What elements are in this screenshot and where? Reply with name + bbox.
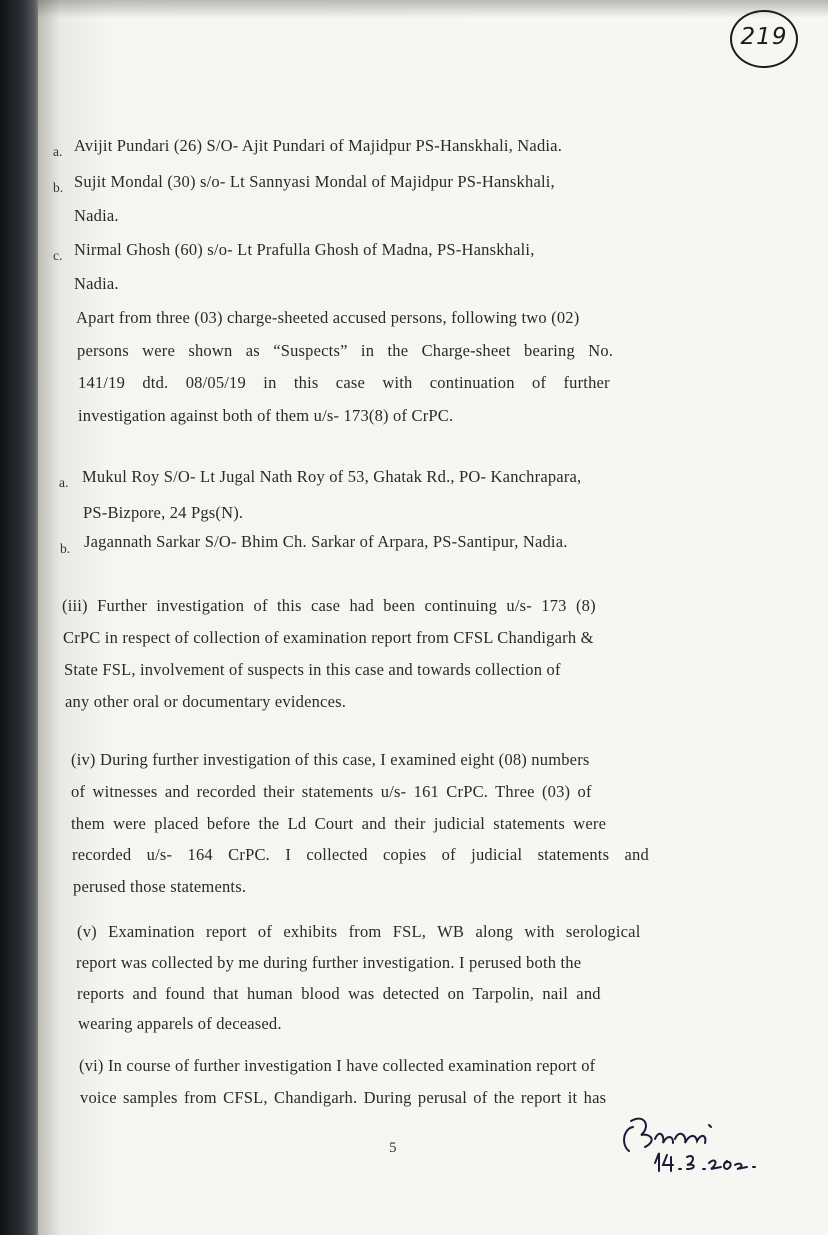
book-binding bbox=[0, 0, 40, 1235]
page-number: 5 bbox=[389, 1140, 397, 1156]
accused-b-line1: Sujit Mondal (30) s/o- Lt Sannyasi Mondal of Majidpur PS-Hanskhali, bbox=[74, 172, 555, 191]
para-iv-line-2: of witnesses and recorded their statements u/s- 161 CrPC. Three (03) of bbox=[71, 782, 592, 801]
suspect-a-line1: Mukul Roy S/O- Lt Jugal Nath Roy of 53, Ghatak Rd., PO- Kanchrapara, bbox=[82, 467, 582, 486]
accused-b-line2: Nadia. bbox=[74, 206, 119, 225]
para-iv-line-1: (iv) During further investigation of this case, I examined eight (08) numbers bbox=[71, 750, 590, 769]
para-iii-line-1: (iii) Further investigation of this case had been continuing u/s- 173 (8) bbox=[62, 596, 596, 615]
suspects-intro-line-1: Apart from three (03) charge-sheeted accused persons, following two (02) bbox=[76, 308, 580, 327]
para-vi-line-1: (vi) In course of further investigation I have collected examination report of bbox=[79, 1056, 596, 1075]
suspects-intro-line-3: 141/19 dtd. 08/05/19 in this case with continuation of further bbox=[78, 373, 610, 392]
page-number-stamp bbox=[730, 10, 798, 68]
para-iv-line-4: recorded u/s- 164 CrPC. I collected copies of judicial statements and bbox=[72, 845, 649, 864]
para-v-line-1: (v) Examination report of exhibits from FSL, WB along with serological bbox=[77, 922, 641, 941]
suspects-intro-line-4: investigation against both of them u/s- 173(8) of CrPC. bbox=[78, 406, 454, 425]
suspect-a-marker: a. bbox=[59, 475, 69, 490]
para-v-line-4: wearing apparels of deceased. bbox=[78, 1014, 282, 1033]
suspect-b-line1: Jagannath Sarkar S/O- Bhim Ch. Sarkar of Arpara, PS-Santipur, Nadia. bbox=[84, 532, 568, 551]
accused-c-line1: Nirmal Ghosh (60) s/o- Lt Prafulla Ghosh of Madna, PS-Hanskhali, bbox=[74, 240, 535, 259]
para-v-line-2: report was collected by me during further investigation. I perused both the bbox=[76, 953, 582, 972]
accused-a-marker: a. bbox=[53, 144, 63, 159]
para-iii-line-4: any other oral or documentary evidences. bbox=[65, 692, 347, 711]
para-iii-line-3: State FSL, involvement of suspects in this case and towards collection of bbox=[64, 660, 561, 679]
accused-a-line1: Avijit Pundari (26) S/O- Ajit Pundari of Majidpur PS-Hanskhali, Nadia. bbox=[74, 136, 563, 155]
para-v-line-3: reports and found that human blood was detected on Tarpolin, nail and bbox=[77, 984, 601, 1003]
accused-b-marker: b. bbox=[53, 180, 64, 195]
suspect-a-line2: PS-Bizpore, 24 Pgs(N). bbox=[83, 503, 244, 522]
accused-c-marker: c. bbox=[53, 248, 63, 263]
suspect-b-marker: b. bbox=[60, 541, 71, 556]
para-iii-line-2: CrPC in respect of collection of examination report from CFSL Chandigarh & bbox=[63, 628, 594, 647]
accused-c-line2: Nadia. bbox=[74, 274, 119, 293]
stamp-number: 219 bbox=[740, 24, 788, 50]
handwritten-signature bbox=[615, 1105, 765, 1175]
para-iv-line-3: them were placed before the Ld Court and their judicial statements were bbox=[71, 814, 607, 833]
para-vi-line-2: voice samples from CFSL, Chandigarh. During perusal of the report it has bbox=[80, 1088, 607, 1107]
para-iv-line-5: perused those statements. bbox=[73, 877, 247, 896]
page-shadow bbox=[38, 0, 828, 18]
suspects-intro-line-2: persons were shown as “Suspects” in the Charge-sheet bearing No. bbox=[77, 341, 614, 360]
